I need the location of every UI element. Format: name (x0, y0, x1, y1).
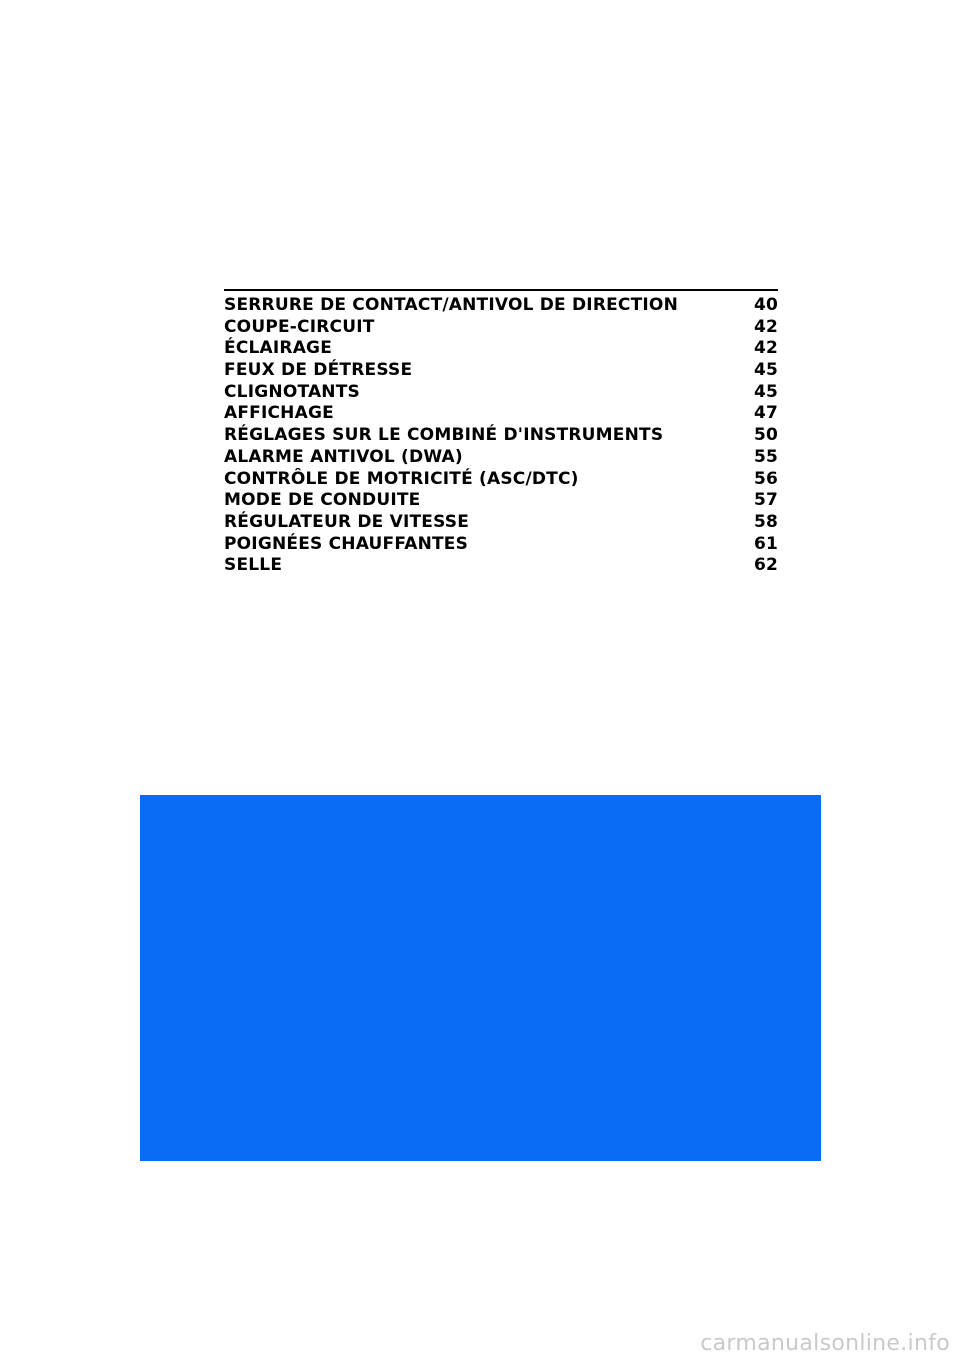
toc-entry-page: 57 (753, 490, 778, 511)
toc-entry[interactable] (224, 447, 778, 469)
toc-entry-page: 58 (753, 511, 778, 532)
toc-entry[interactable] (224, 360, 778, 382)
toc-entry[interactable] (224, 403, 778, 425)
toc-entry-title: COUPE-CIRCUIT (224, 316, 375, 337)
toc-entry-page: 55 (753, 446, 778, 467)
toc-entry[interactable] (224, 512, 778, 534)
toc-entry-title: RÉGLAGES SUR LE COMBINÉ D'INSTRUMENTS (224, 425, 664, 446)
toc-entry-page: 47 (753, 403, 778, 424)
toc-entry-title: AFFICHAGE (224, 403, 334, 424)
toc-entry[interactable] (224, 490, 778, 512)
toc-entry-title: CLIGNOTANTS (224, 381, 360, 402)
toc-entry[interactable] (224, 338, 778, 360)
watermark: carmanualsonline.info (700, 1331, 950, 1356)
toc-entry-title: POIGNÉES CHAUFFANTES (224, 533, 469, 554)
toc-entry-page: 61 (753, 533, 778, 554)
toc-entry-title: SERRURE DE CONTACT/ANTIVOL DE DIRECTION (224, 295, 679, 315)
toc-entry-page: 40 (753, 295, 778, 315)
toc-entry[interactable] (224, 425, 778, 447)
table-of-contents (224, 289, 778, 577)
toc-entry-title: ÉCLAIRAGE (224, 338, 333, 359)
toc-entry-page: 45 (753, 381, 778, 402)
toc-entry-page: 56 (753, 468, 778, 489)
toc-entry-title: SELLE (224, 555, 283, 576)
toc-entry-page: 62 (753, 555, 778, 576)
toc-entry-title: MODE DE CONDUITE (224, 490, 421, 511)
toc-entry-title: ALARME ANTIVOL (DWA) (224, 446, 463, 467)
toc-entry-page: 45 (753, 360, 778, 381)
toc-entry-title: RÉGULATEUR DE VITESSE (224, 511, 470, 532)
blue-panel (140, 795, 821, 1161)
toc-entry[interactable] (224, 382, 778, 404)
toc-entry[interactable] (224, 555, 778, 577)
toc-entry-page: 42 (753, 316, 778, 337)
toc-entry[interactable] (224, 534, 778, 556)
toc-entry-title: CONTRÔLE DE MOTRICITÉ (ASC/DTC) (224, 468, 579, 489)
toc-entry[interactable] (224, 317, 778, 339)
toc-entry-title: FEUX DE DÉTRESSE (224, 360, 413, 381)
toc-entry[interactable] (224, 295, 778, 317)
toc-entry[interactable] (224, 469, 778, 491)
toc-entry-page: 50 (753, 425, 778, 446)
toc-entry-page: 42 (753, 338, 778, 359)
